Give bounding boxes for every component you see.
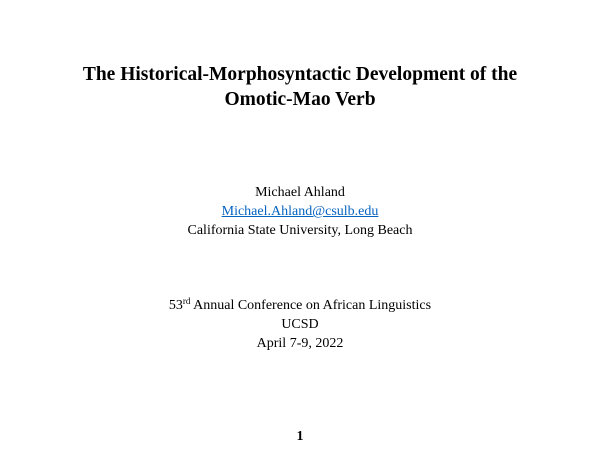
conference-name-line — [0, 296, 600, 315]
title-line-1: The Historical-Morphosyntactic Development of the — [82, 64, 518, 85]
author-email-line — [0, 202, 600, 221]
conference-block — [0, 296, 600, 353]
page-number: 1 — [296, 429, 304, 444]
conference-dates: April 7-9, 2022 — [256, 336, 344, 351]
conference-name: Annual Conference on African Linguistics — [190, 298, 432, 313]
conference-ordinal-suffix: rd — [182, 296, 191, 306]
author-block — [0, 183, 600, 240]
conference-venue: UCSD — [281, 317, 319, 332]
author-email-link[interactable]: Michael.Ahland@csulb.edu — [221, 204, 379, 219]
author-name: Michael Ahland — [255, 185, 345, 200]
author-affiliation: California State University, Long Beach — [187, 223, 413, 238]
conference-ordinal-number: 53 — [168, 298, 183, 313]
paper-title — [0, 62, 600, 112]
title-line-2: Omotic-Mao Verb — [224, 89, 376, 110]
